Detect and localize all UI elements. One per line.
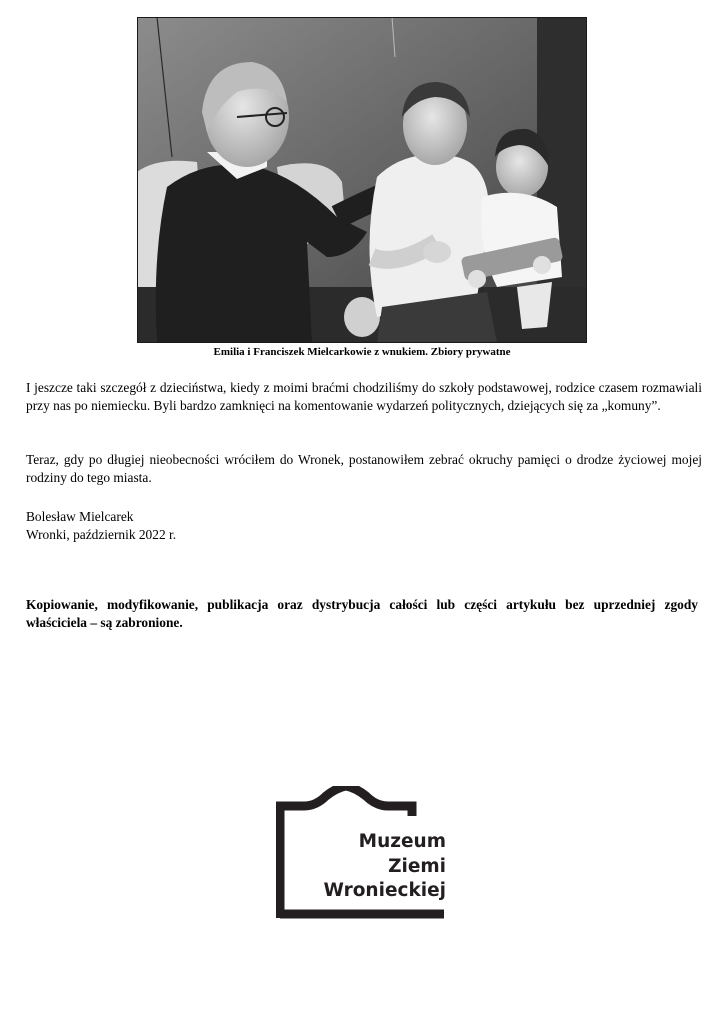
signature-block (26, 508, 176, 543)
museum-name-line2: Ziemi (388, 855, 446, 877)
museum-name (324, 830, 446, 904)
museum-name-line1: Muzeum (358, 831, 446, 852)
family-photo-image (137, 17, 587, 343)
museum-name-line3: Wronieckiej (323, 880, 446, 901)
place-date: Wronki, październik 2022 r. (26, 526, 177, 542)
article-paragraph: I jeszcze taki szczegół z dzieciństwa, kiedy z moimi braćmi chodziliśmy do szkoły podstawowej, rodzice czasem rozmawiali przy nas po niemiecku. Byli bardzo zamknięci na komentowanie wydarzeń politycznych, dziejących się za „komuny”. (26, 380, 702, 413)
photo-caption: Emilia i Franciszek Mielcarkowie z wnukiem. Zbiory prywatne (213, 346, 511, 358)
copyright-notice: Kopiowanie, modyfikowanie, publikacja oraz dystrybucja całości lub części artykułu bez uprzedniej zgody właściciela – są zabronione. (26, 597, 698, 630)
author-name: Bolesław Mielcarek (26, 509, 134, 524)
museum-logo (276, 786, 446, 920)
family-photo (137, 17, 587, 343)
article-paragraph: Teraz, gdy po długiej nieobecności wróciłem do Wronek, postanowiłem zebrać okruchy pamięci o drodze życiowej mojej rodziny do tego miasta. (26, 452, 702, 485)
